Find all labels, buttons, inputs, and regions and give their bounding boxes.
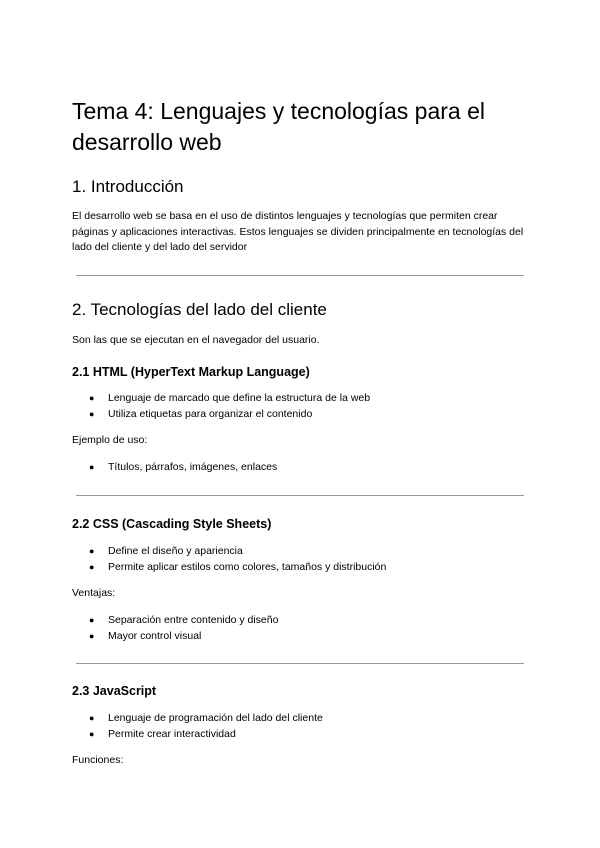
subsection-heading-javascript: 2.3 JavaScript — [72, 684, 157, 698]
html-bullet-list — [72, 391, 524, 422]
bullet-icon: ● — [89, 462, 95, 472]
list-item-text: Separación entre contenido y diseño — [108, 614, 279, 626]
list-item — [72, 727, 524, 743]
list-item-text: Define el diseño y apariencia — [108, 545, 243, 557]
css-advantages-list — [72, 613, 524, 644]
js-bullet-list — [72, 711, 524, 742]
list-item — [72, 711, 524, 727]
list-item-text: Utiliza etiquetas para organizar el contenido — [108, 407, 313, 420]
list-item-text: Lenguaje de programación del lado del cliente — [108, 712, 323, 724]
html-example-list — [72, 460, 524, 476]
bullet-icon: ● — [89, 408, 95, 419]
subsection-heading-html: 2.1 HTML (HyperText Markup Language) — [72, 365, 310, 379]
document-title: Tema 4: Lenguajes y tecnologías para el desarrollo web — [72, 98, 485, 155]
list-item — [72, 629, 524, 645]
list-item — [72, 544, 524, 560]
bullet-icon: ● — [89, 393, 95, 403]
intro-paragraph: El desarrollo web se basa en el uso de distintos lenguajes y tecnologías que permiten crear páginas y aplicaciones interactivas. Estos lenguajes se dividen principalmente en tecnologías del lado del cliente y del lado del servidor — [72, 210, 524, 253]
list-item — [72, 560, 524, 576]
list-item-text: Títulos, párrafos, imágenes, enlaces — [108, 461, 278, 473]
list-item-text: Permite aplicar estilos como colores, tamaños y distribución — [108, 560, 387, 573]
list-item — [72, 613, 524, 629]
functions-label: Funciones: — [72, 754, 124, 766]
list-item — [72, 407, 524, 423]
bullet-icon: ● — [89, 546, 95, 556]
subsection-heading-css: 2.2 CSS (Cascading Style Sheets) — [72, 517, 272, 531]
divider — [76, 275, 524, 276]
divider — [76, 495, 524, 496]
cliente-intro-paragraph: Son las que se ejecutan en el navegador del usuario. — [72, 334, 320, 346]
section-heading-introduccion: 1. Introducción — [72, 177, 184, 196]
list-item — [72, 391, 524, 407]
example-label: Ejemplo de uso: — [72, 434, 148, 446]
bullet-icon: ● — [89, 713, 95, 723]
section-heading-cliente: 2. Tecnologías del lado del cliente — [72, 300, 327, 319]
bullet-icon: ● — [89, 561, 95, 572]
bullet-icon: ● — [89, 728, 95, 739]
list-item-text: Mayor control visual — [108, 629, 202, 642]
list-item — [72, 460, 524, 476]
list-item-text: Lenguaje de marcado que define la estructura de la web — [108, 392, 371, 404]
divider — [76, 663, 524, 664]
bullet-icon: ● — [89, 630, 95, 641]
list-item-text: Permite crear interactividad — [108, 727, 236, 740]
css-bullet-list — [72, 544, 524, 575]
advantages-label: Ventajas: — [72, 587, 116, 599]
bullet-icon: ● — [89, 615, 95, 625]
